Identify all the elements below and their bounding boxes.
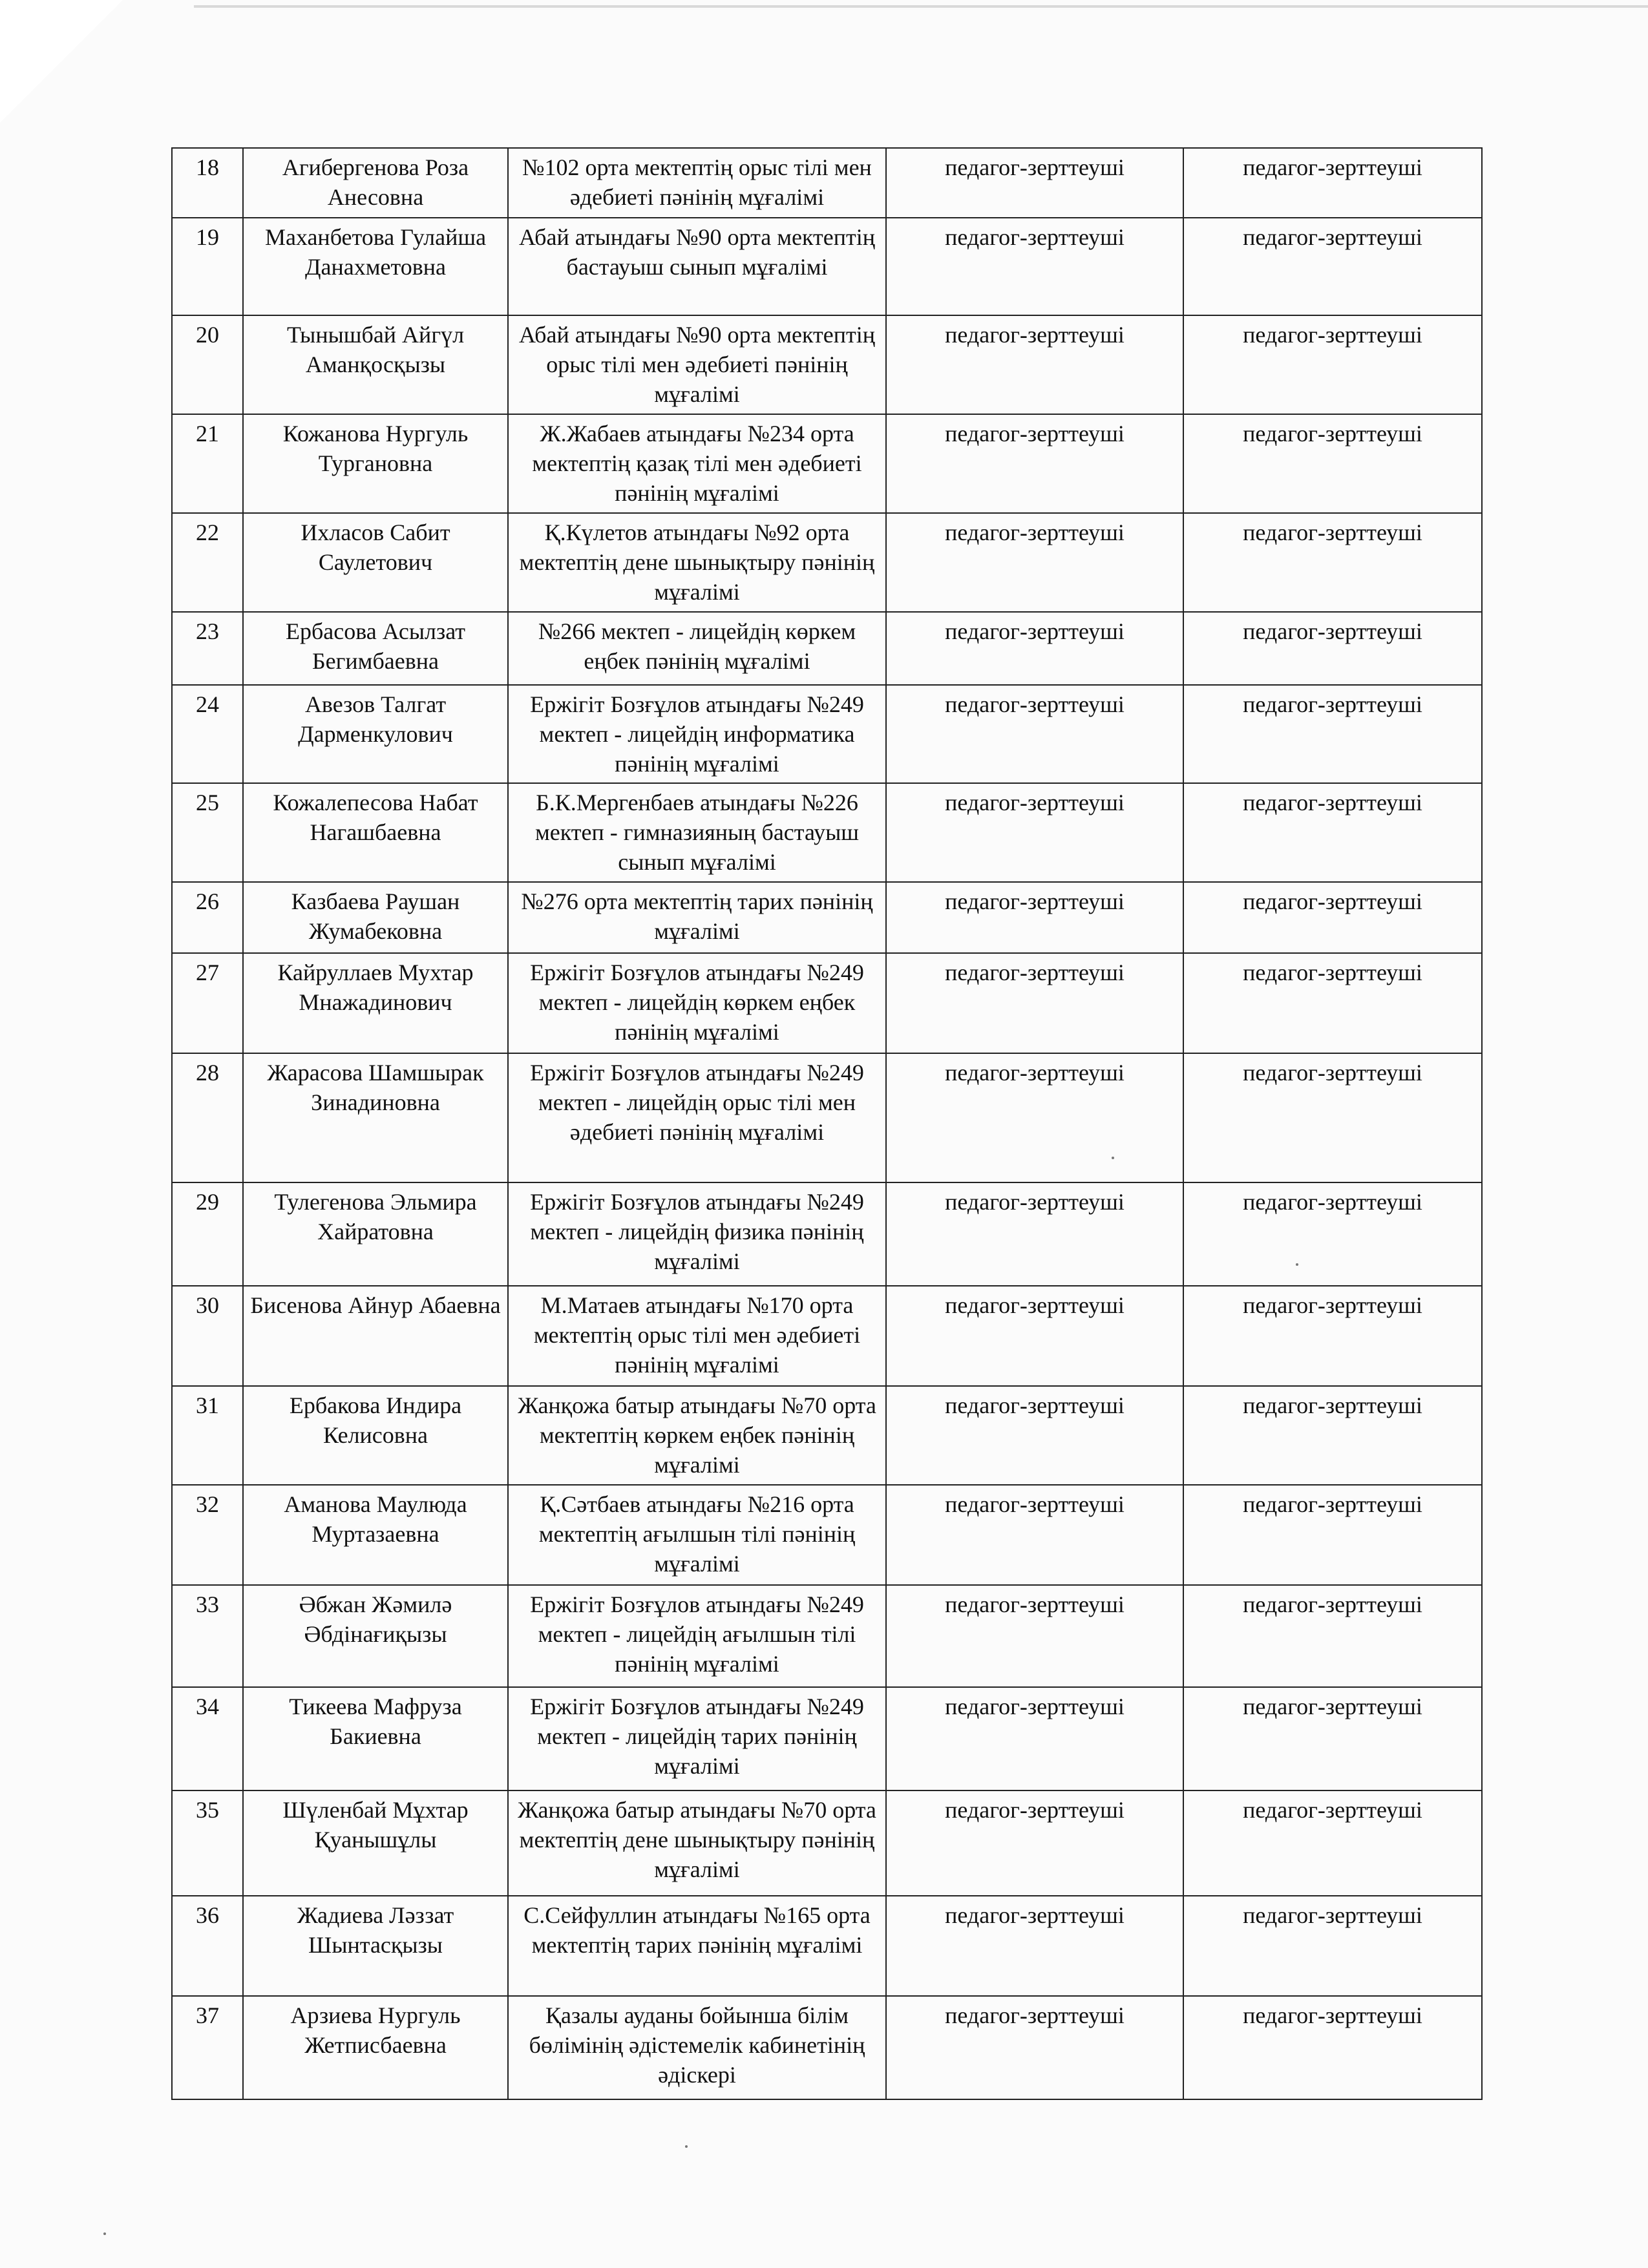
- workplace-position: Қ.Сәтбаев атындағы №216 орта мектептің ағылшын тілі пәнінің мұғалімі: [508, 1485, 886, 1585]
- workplace-position: №276 орта мектептің тарих пәнінің мұғалімі: [508, 882, 886, 953]
- teacher-name: Казбаева Раушан Жумабековна: [243, 882, 508, 953]
- workplace-position: №102 орта мектептің орыс тілі мен әдебиеті пәнінің мұғалімі: [508, 148, 886, 218]
- workplace-position: Ержігіт Бозғұлов атындағы №249 мектеп - лицейдің орыс тілі мен әдебиеті пәнінің мұғалімі: [508, 1053, 886, 1182]
- workplace-position: №266 мектеп - лицейдің көркем еңбек пәнінің мұғалімі: [508, 612, 886, 685]
- table-row: [172, 1485, 1482, 1585]
- assigned-category: педагог-зерттеуші: [1183, 1896, 1482, 1996]
- category-status: педагог-зерттеуші: [886, 882, 1183, 953]
- row-number: 36: [172, 1896, 243, 1996]
- table-row: [172, 414, 1482, 513]
- workplace-position: Қазалы ауданы бойынша білім бөлімінің әдістемелік кабинетінің әдіскері: [508, 1996, 886, 2099]
- assigned-category: педагог-зерттеуші: [1183, 513, 1482, 612]
- assigned-category: педагог-зерттеуші: [1183, 1182, 1482, 1286]
- row-number: 26: [172, 882, 243, 953]
- teacher-name: Авезов Талгат Дарменкулович: [243, 685, 508, 783]
- teacher-name: Тынышбай Айгүл Аманқосқызы: [243, 315, 508, 414]
- row-number: 25: [172, 783, 243, 882]
- row-number: 28: [172, 1053, 243, 1182]
- workplace-position: Жанқожа батыр атындағы №70 орта мектептің көркем еңбек пәнінің мұғалімі: [508, 1386, 886, 1485]
- category-status: педагог-зерттеуші: [886, 414, 1183, 513]
- workplace-position: С.Сейфуллин атындағы №165 орта мектептің тарих пәнінің мұғалімі: [508, 1896, 886, 1996]
- teacher-name: Ербакова Индира Келисовна: [243, 1386, 508, 1485]
- page-top-edge: [194, 5, 1648, 8]
- category-status: педагог-зерттеуші: [886, 148, 1183, 218]
- table-row: [172, 1585, 1482, 1687]
- category-status: педагог-зерттеуші: [886, 1585, 1183, 1687]
- row-number: 27: [172, 953, 243, 1053]
- teacher-name: Әбжан Жәмилә Әбдінағиқызы: [243, 1585, 508, 1687]
- teacher-name: Ихласов Сабит Саулетович: [243, 513, 508, 612]
- row-number: 23: [172, 612, 243, 685]
- row-number: 32: [172, 1485, 243, 1585]
- category-status: педагог-зерттеуші: [886, 1386, 1183, 1485]
- category-status: педагог-зерттеуші: [886, 1053, 1183, 1182]
- category-status: педагог-зерттеуші: [886, 685, 1183, 783]
- teacher-name: Агибергенова Роза Анесовна: [243, 148, 508, 218]
- row-number: 34: [172, 1687, 243, 1790]
- teacher-name: Шүленбай Мұхтар Қуанышұлы: [243, 1790, 508, 1896]
- scan-speck: [1112, 1157, 1114, 1159]
- row-number: 19: [172, 218, 243, 315]
- category-status: педагог-зерттеуші: [886, 783, 1183, 882]
- workplace-position: М.Матаев атындағы №170 орта мектептің орыс тілі мен әдебиеті пәнінің мұғалімі: [508, 1286, 886, 1386]
- assigned-category: педагог-зерттеуші: [1183, 1485, 1482, 1585]
- assigned-category: педагог-зерттеуші: [1183, 1286, 1482, 1386]
- workplace-position: Абай атындағы №90 орта мектептің орыс тілі мен әдебиеті пәнінің мұғалімі: [508, 315, 886, 414]
- category-status: педагог-зерттеуші: [886, 612, 1183, 685]
- workplace-position: Ержігіт Бозғұлов атындағы №249 мектеп - лицейдің көркем еңбек пәнінің мұғалімі: [508, 953, 886, 1053]
- workplace-position: Ержігіт Бозғұлов атындағы №249 мектеп - лицейдің ағылшын тілі пәнінің мұғалімі: [508, 1585, 886, 1687]
- category-status: педагог-зерттеуші: [886, 1687, 1183, 1790]
- table-row: [172, 612, 1482, 685]
- row-number: 18: [172, 148, 243, 218]
- table-row: [172, 1182, 1482, 1286]
- row-number: 31: [172, 1386, 243, 1485]
- workplace-position: Жанқожа батыр атындағы №70 орта мектептің дене шынықтыру пәнінің мұғалімі: [508, 1790, 886, 1896]
- assigned-category: педагог-зерттеуші: [1183, 783, 1482, 882]
- row-number: 35: [172, 1790, 243, 1896]
- teacher-name: Жарасова Шамшырак Зинадиновна: [243, 1053, 508, 1182]
- row-number: 21: [172, 414, 243, 513]
- teacher-name: Кайруллаев Мухтар Мнажадинович: [243, 953, 508, 1053]
- workplace-position: Ержігіт Бозғұлов атындағы №249 мектеп - лицейдің физика пәнінің мұғалімі: [508, 1182, 886, 1286]
- folded-page-corner: [0, 0, 123, 123]
- table-row: [172, 882, 1482, 953]
- category-status: педагог-зерттеуші: [886, 315, 1183, 414]
- table-row: [172, 783, 1482, 882]
- row-number: 20: [172, 315, 243, 414]
- table-row: [172, 148, 1482, 218]
- teacher-name: Кожанова Нургуль Тургановна: [243, 414, 508, 513]
- row-number: 24: [172, 685, 243, 783]
- scan-speck: [103, 2232, 106, 2235]
- workplace-position: Абай атындағы №90 орта мектептің бастауыш сынып мұғалімі: [508, 218, 886, 315]
- teacher-name: Тулегенова Эльмира Хайратовна: [243, 1182, 508, 1286]
- assigned-category: педагог-зерттеуші: [1183, 148, 1482, 218]
- workplace-position: Қ.Күлетов атындағы №92 орта мектептің дене шынықтыру пәнінің мұғалімі: [508, 513, 886, 612]
- table-row: [172, 1790, 1482, 1896]
- table-row: [172, 953, 1482, 1053]
- teacher-roster-table: [171, 147, 1483, 2100]
- row-number: 33: [172, 1585, 243, 1687]
- assigned-category: педагог-зерттеуші: [1183, 218, 1482, 315]
- assigned-category: педагог-зерттеуші: [1183, 1996, 1482, 2099]
- category-status: педагог-зерттеуші: [886, 513, 1183, 612]
- category-status: педагог-зерттеуші: [886, 1286, 1183, 1386]
- assigned-category: педагог-зерттеуші: [1183, 1687, 1482, 1790]
- category-status: педагог-зерттеуші: [886, 218, 1183, 315]
- assigned-category: педагог-зерттеуші: [1183, 414, 1482, 513]
- category-status: педагог-зерттеуші: [886, 1996, 1183, 2099]
- workplace-position: Ержігіт Бозғұлов атындағы №249 мектеп - лицейдің тарих пәнінің мұғалімі: [508, 1687, 886, 1790]
- teacher-name: Бисенова Айнур Абаевна: [243, 1286, 508, 1386]
- workplace-position: Ержігіт Бозғұлов атындағы №249 мектеп - лицейдің информатика пәнінің мұғалімі: [508, 685, 886, 783]
- category-status: педагог-зерттеуші: [886, 1182, 1183, 1286]
- table-row: [172, 1996, 1482, 2099]
- category-status: педагог-зерттеуші: [886, 1790, 1183, 1896]
- scan-speck: [1296, 1263, 1298, 1266]
- assigned-category: педагог-зерттеуші: [1183, 882, 1482, 953]
- table-row: [172, 685, 1482, 783]
- assigned-category: педагог-зерттеуші: [1183, 953, 1482, 1053]
- assigned-category: педагог-зерттеуші: [1183, 315, 1482, 414]
- assigned-category: педагог-зерттеуші: [1183, 1386, 1482, 1485]
- table-row: [172, 1687, 1482, 1790]
- teacher-name: Аманова Маулюда Муртазаевна: [243, 1485, 508, 1585]
- assigned-category: педагог-зерттеуші: [1183, 1585, 1482, 1687]
- scan-speck: [685, 2145, 688, 2148]
- table-row: [172, 513, 1482, 612]
- table-row: [172, 1386, 1482, 1485]
- row-number: 22: [172, 513, 243, 612]
- category-status: педагог-зерттеуші: [886, 953, 1183, 1053]
- workplace-position: Ж.Жабаев атындағы №234 орта мектептің қазақ тілі мен әдебиеті пәнінің мұғалімі: [508, 414, 886, 513]
- assigned-category: педагог-зерттеуші: [1183, 1053, 1482, 1182]
- teacher-name: Маханбетова Гулайша Данахметовна: [243, 218, 508, 315]
- assigned-category: педагог-зерттеуші: [1183, 612, 1482, 685]
- workplace-position: Б.К.Мергенбаев атындағы №226 мектеп - гимназияның бастауыш сынып мұғалімі: [508, 783, 886, 882]
- table-row: [172, 218, 1482, 315]
- table-row: [172, 315, 1482, 414]
- row-number: 37: [172, 1996, 243, 2099]
- teacher-name: Жадиева Ләззат Шынтасқызы: [243, 1896, 508, 1996]
- teacher-name: Ербасова Асылзат Бегимбаевна: [243, 612, 508, 685]
- category-status: педагог-зерттеуші: [886, 1485, 1183, 1585]
- teacher-name: Арзиева Нургуль Жетписбаевна: [243, 1996, 508, 2099]
- category-status: педагог-зерттеуші: [886, 1896, 1183, 1996]
- row-number: 29: [172, 1182, 243, 1286]
- table-row: [172, 1053, 1482, 1182]
- teacher-name: Тикеева Мафруза Бакиевна: [243, 1687, 508, 1790]
- assigned-category: педагог-зерттеуші: [1183, 685, 1482, 783]
- table-row: [172, 1896, 1482, 1996]
- row-number: 30: [172, 1286, 243, 1386]
- teacher-name: Кожалепесова Набат Нагашбаевна: [243, 783, 508, 882]
- assigned-category: педагог-зерттеуші: [1183, 1790, 1482, 1896]
- table-row: [172, 1286, 1482, 1386]
